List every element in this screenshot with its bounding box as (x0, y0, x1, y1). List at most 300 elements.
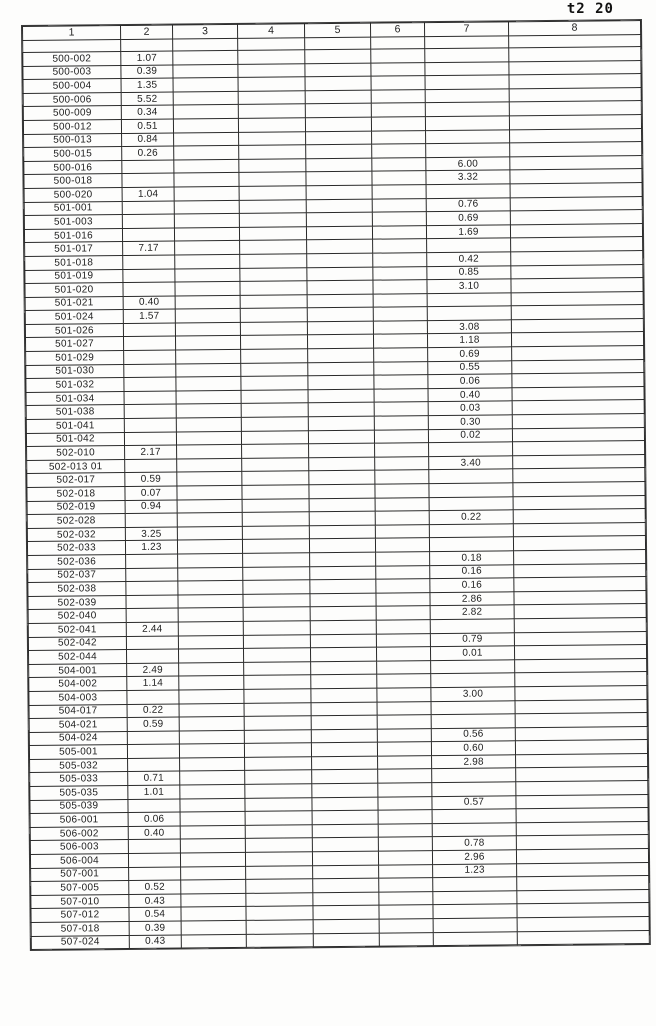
row-empty-cell (180, 839, 245, 853)
row-empty-cell (378, 769, 432, 783)
row-col2-value-cell: 2.44 (126, 622, 178, 636)
page-number-label: t2 20 (566, 1, 614, 17)
row-empty-cell (374, 375, 428, 389)
row-col7-value-cell: 1.23 (433, 863, 517, 877)
row-col7-value-cell (431, 660, 515, 674)
row-empty-cell (241, 362, 308, 376)
row-empty-cell (245, 797, 312, 811)
row-empty-cell (242, 471, 309, 485)
row-code-cell: 500-002 (23, 52, 121, 67)
row-code-cell: 501-034 (26, 391, 124, 406)
row-col7-value-cell: 0.69 (426, 211, 510, 225)
row-code-cell: 502-033 (27, 541, 125, 556)
column-header-4: 4 (237, 24, 304, 39)
row-empty-cell (312, 851, 378, 865)
row-empty-cell (312, 783, 378, 797)
row-code-cell: 501-020 (25, 283, 123, 298)
row-empty-cell (239, 172, 306, 186)
row-col7-value-cell (427, 306, 511, 320)
row-empty-cell (242, 458, 309, 472)
row-code-cell: 506-001 (30, 813, 128, 828)
row-col7-value-cell (427, 293, 511, 307)
row-empty-cell (310, 579, 376, 593)
row-col2-value-cell (123, 337, 175, 351)
row-empty-cell (373, 266, 427, 280)
row-empty-cell (512, 427, 644, 442)
row-code-cell: 502-042 (28, 636, 126, 651)
row-col2-value-cell: 0.43 (129, 935, 181, 949)
row-empty-cell (371, 89, 425, 103)
row-code-cell: 502-041 (28, 622, 126, 637)
row-code-cell: 507-012 (31, 908, 129, 923)
row-empty-cell (245, 838, 312, 852)
row-col7-value-cell (425, 89, 509, 103)
row-empty-cell (178, 594, 243, 608)
row-empty-cell (175, 322, 240, 336)
row-col7-value-cell: 0.60 (431, 741, 515, 755)
row-empty-cell (307, 335, 373, 349)
row-empty-cell (177, 485, 242, 499)
row-empty-cell (515, 699, 647, 714)
row-empty-cell (176, 417, 241, 431)
row-empty-cell (181, 880, 246, 894)
row-empty-cell (378, 823, 432, 837)
row-col7-value-cell: 3.40 (429, 456, 513, 470)
row-col7-value-cell: 0.69 (428, 347, 512, 361)
row-col7-value-cell: 0.56 (431, 727, 515, 741)
row-empty-cell (377, 715, 431, 729)
row-col2-value-cell (126, 595, 178, 609)
row-empty-cell (373, 307, 427, 321)
row-empty-cell (174, 227, 239, 241)
row-col7-value-cell: 3.32 (426, 170, 510, 184)
row-empty-cell (509, 60, 641, 75)
row-empty-cell (307, 321, 373, 335)
row-code-cell: 500-013 (24, 133, 122, 148)
row-col7-value-cell: 3.00 (431, 687, 515, 701)
row-col2-value-cell (129, 867, 181, 881)
row-empty-cell (238, 63, 305, 77)
row-empty-cell (510, 196, 642, 211)
row-code-cell: 501-017 (25, 242, 123, 257)
row-col2-value-cell (124, 404, 176, 418)
row-empty-cell (245, 825, 312, 839)
row-col2-value-cell: 1.04 (122, 187, 174, 201)
row-code-cell: 507-018 (31, 922, 129, 937)
row-empty-cell (371, 76, 425, 90)
row-empty-cell (309, 539, 375, 553)
row-code-cell: 500-012 (23, 120, 121, 135)
row-empty-cell (510, 155, 642, 170)
row-empty-cell (517, 930, 649, 945)
data-table (22, 20, 650, 950)
row-col2-value-cell: 0.51 (121, 119, 173, 133)
row-code-cell: 505-033 (30, 772, 128, 787)
row-empty-cell (173, 105, 238, 119)
row-empty-cell (312, 810, 378, 824)
row-empty-cell (240, 267, 307, 281)
row-empty-cell (375, 538, 429, 552)
row-col2-value-cell: 5.52 (121, 92, 173, 106)
row-col2-value-cell (128, 799, 180, 813)
row-empty-cell (374, 388, 428, 402)
row-empty-cell (305, 49, 371, 63)
row-code-cell: 505-001 (29, 745, 127, 760)
row-empty-cell (179, 703, 244, 717)
row-col2-value-cell (122, 160, 174, 174)
row-col2-value-cell: 0.94 (125, 500, 177, 514)
column-header-6: 6 (370, 23, 424, 38)
row-col2-value-cell: 0.34 (121, 105, 173, 119)
row-empty-cell (374, 429, 428, 443)
row-empty-cell (174, 200, 239, 214)
row-empty-cell (309, 511, 375, 525)
row-code-cell: 501-029 (26, 351, 124, 366)
row-col2-value-cell: 1.57 (123, 309, 175, 323)
row-empty-cell (244, 661, 311, 675)
row-empty-cell (312, 824, 378, 838)
row-code-cell: 504-003 (29, 690, 127, 705)
row-col2-value-cell: 0.59 (125, 472, 177, 486)
row-col7-value-cell: 0.40 (428, 388, 512, 402)
row-empty-cell (310, 593, 376, 607)
row-empty-cell (239, 159, 306, 173)
row-empty-cell (515, 658, 647, 673)
row-empty-cell (178, 621, 243, 635)
row-empty-cell (242, 498, 309, 512)
row-empty-cell (246, 893, 313, 907)
row-empty-cell (181, 907, 246, 921)
row-empty-cell (173, 91, 238, 105)
row-empty-cell (313, 906, 379, 920)
row-empty-cell (244, 675, 311, 689)
row-empty-cell (310, 620, 376, 634)
row-code-cell: 501-019 (25, 269, 123, 284)
row-empty-cell (376, 592, 430, 606)
row-empty-cell (372, 144, 426, 158)
row-empty-cell (242, 485, 309, 499)
row-empty-cell (240, 322, 307, 336)
row-empty-cell (309, 457, 375, 471)
row-empty-cell (175, 309, 240, 323)
row-empty-cell (311, 715, 377, 729)
row-empty-cell (373, 253, 427, 267)
row-empty-cell (517, 889, 649, 904)
row-col2-value-cell: 0.07 (125, 486, 177, 500)
row-col7-value-cell: 1.18 (427, 333, 511, 347)
row-empty-cell (377, 728, 431, 742)
row-empty-cell (176, 377, 241, 391)
row-col7-value-cell (432, 823, 516, 837)
row-empty-cell (512, 386, 644, 401)
row-col7-value-cell: 0.76 (426, 197, 510, 211)
row-col7-value-cell (426, 143, 510, 157)
row-empty-cell (176, 363, 241, 377)
row-empty-cell (309, 498, 375, 512)
row-col7-value-cell (427, 238, 511, 252)
row-code-cell: 501-032 (26, 378, 124, 393)
row-empty-cell (180, 852, 245, 866)
row-empty-cell (311, 702, 377, 716)
row-empty-cell (245, 770, 312, 784)
row-empty-cell (516, 794, 648, 809)
row-empty-cell (372, 225, 426, 239)
row-col7-value-cell (426, 129, 510, 143)
row-col2-value-cell: 0.22 (127, 704, 179, 718)
row-col7-value-cell: 2.82 (430, 605, 514, 619)
row-code-cell: 501-030 (26, 364, 124, 379)
row-empty-cell (246, 920, 313, 934)
row-empty-cell (243, 648, 310, 662)
row-empty-cell (373, 293, 427, 307)
row-col2-value-cell: 0.84 (122, 133, 174, 147)
row-col2-value-cell: 0.40 (123, 296, 175, 310)
row-empty-cell (175, 282, 240, 296)
row-code-cell: 500-003 (23, 65, 121, 80)
row-col2-value-cell (126, 636, 178, 650)
row-empty-cell (181, 893, 246, 907)
scanned-table-container (22, 20, 649, 950)
row-code-cell: 507-024 (31, 935, 129, 950)
row-col7-value-cell (430, 619, 514, 633)
row-empty-cell (373, 239, 427, 253)
row-col2-value-cell (123, 282, 175, 296)
row-empty-cell (175, 295, 240, 309)
row-empty-cell (311, 674, 377, 688)
row-empty-cell (375, 511, 429, 525)
row-col7-value-cell (425, 116, 509, 130)
row-empty-cell (175, 268, 240, 282)
row-code-cell: 504-017 (29, 704, 127, 719)
row-empty-cell (509, 87, 641, 102)
row-empty-cell (379, 891, 433, 905)
row-empty-cell (379, 932, 433, 946)
row-empty-cell (377, 742, 431, 756)
row-empty-cell (180, 825, 245, 839)
row-empty-cell (308, 403, 374, 417)
row-empty-cell (179, 676, 244, 690)
row-col7-value-cell (431, 714, 515, 728)
row-col2-value-cell: 2.49 (127, 663, 179, 677)
row-empty-cell (514, 604, 646, 619)
row-empty-cell (311, 661, 377, 675)
row-empty-cell (310, 606, 376, 620)
row-empty-cell (512, 400, 644, 415)
row-empty-cell (372, 185, 426, 199)
row-empty-cell (516, 821, 648, 836)
row-empty-cell (376, 606, 430, 620)
row-col7-value-cell: 0.78 (432, 836, 516, 850)
row-code-cell: 506-004 (30, 854, 128, 869)
row-empty-cell (375, 456, 429, 470)
row-empty-cell (311, 688, 377, 702)
row-empty-cell (377, 688, 431, 702)
row-code-cell: 502-040 (28, 609, 126, 624)
row-empty-cell (174, 159, 239, 173)
row-empty-cell (305, 63, 371, 77)
row-empty-cell (244, 716, 311, 730)
row-empty-cell (307, 294, 373, 308)
row-empty-cell (307, 239, 373, 253)
row-empty-cell (306, 199, 372, 213)
row-empty-cell (175, 241, 240, 255)
row-code-cell: 501-026 (25, 323, 123, 338)
row-empty-cell (515, 713, 647, 728)
row-col7-value-cell (429, 442, 513, 456)
row-empty-cell (373, 320, 427, 334)
row-col7-value-cell (426, 184, 510, 198)
row-code-cell: 504-024 (29, 731, 127, 746)
row-empty-cell (371, 103, 425, 117)
row-empty-cell (378, 783, 432, 797)
row-empty-cell (178, 553, 243, 567)
row-col2-value-cell (127, 744, 179, 758)
row-col7-value-cell (429, 524, 513, 538)
row-col2-value-cell: 2.17 (125, 445, 177, 459)
row-empty-cell (513, 495, 645, 510)
row-empty-cell (178, 567, 243, 581)
row-empty-cell (239, 199, 306, 213)
row-empty-cell (180, 784, 245, 798)
row-col7-value-cell: 0.57 (432, 795, 516, 809)
row-empty-cell (373, 280, 427, 294)
row-empty-cell (516, 781, 648, 796)
row-empty-cell (511, 305, 643, 320)
row-col7-value-cell: 2.86 (430, 592, 514, 606)
row-col7-value-cell: 0.22 (429, 510, 513, 524)
row-col7-value-cell: 3.10 (427, 279, 511, 293)
row-col7-value-cell: 0.16 (430, 564, 514, 578)
row-empty-cell (305, 76, 371, 90)
row-col2-value-cell (123, 269, 175, 283)
row-col2-value-cell: 0.71 (128, 771, 180, 785)
row-empty-cell (376, 633, 430, 647)
row-empty-cell (307, 253, 373, 267)
row-empty-cell (371, 49, 425, 63)
row-empty-cell (516, 753, 648, 768)
row-col7-value-cell: 2.98 (432, 755, 516, 769)
row-empty-cell (309, 471, 375, 485)
row-empty-cell (514, 577, 646, 592)
row-empty-cell (513, 468, 645, 483)
row-empty-cell (240, 308, 307, 322)
row-empty-cell (517, 876, 649, 891)
row-col2-value-cell (127, 690, 179, 704)
row-col7-value-cell: 0.03 (428, 401, 512, 415)
row-code-cell: 506-003 (30, 840, 128, 855)
row-col2-value-cell: 0.39 (129, 921, 181, 935)
row-empty-cell (177, 526, 242, 540)
row-empty-cell (509, 101, 641, 116)
row-empty-cell (174, 214, 239, 228)
row-empty-cell (180, 798, 245, 812)
row-empty-cell (179, 744, 244, 758)
row-empty-cell (371, 62, 425, 76)
row-empty-cell (374, 416, 428, 430)
row-col2-value-cell (122, 228, 174, 242)
row-empty-cell (306, 185, 372, 199)
row-empty-cell (511, 291, 643, 306)
row-empty-cell (179, 662, 244, 676)
row-col7-value-cell: 3.08 (427, 320, 511, 334)
row-empty-cell (239, 131, 306, 145)
row-empty-cell (513, 454, 645, 469)
row-empty-cell (306, 212, 372, 226)
row-empty-cell (179, 730, 244, 744)
row-col7-value-cell (425, 75, 509, 89)
row-col2-value-cell: 0.54 (129, 907, 181, 921)
row-empty-cell (242, 539, 309, 553)
row-empty-cell (378, 837, 432, 851)
row-empty-cell (242, 512, 309, 526)
row-empty-cell (378, 851, 432, 865)
row-empty-cell (375, 524, 429, 538)
row-empty-cell (312, 797, 378, 811)
row-empty-cell (174, 173, 239, 187)
row-code-cell: 502-036 (28, 554, 126, 569)
row-empty-cell (372, 198, 426, 212)
row-col7-value-cell: 6.00 (426, 157, 510, 171)
row-empty-cell (244, 729, 311, 743)
row-col2-value-cell: 0.26 (122, 146, 174, 160)
row-col2-value-cell (124, 350, 176, 364)
row-empty-cell (305, 90, 371, 104)
row-empty-cell (512, 373, 644, 388)
row-empty-cell (375, 443, 429, 457)
row-empty-cell (516, 808, 648, 823)
column-header-8: 8 (508, 21, 640, 36)
row-empty-cell (516, 835, 648, 850)
row-empty-cell (372, 171, 426, 185)
row-empty-cell (238, 77, 305, 91)
row-empty-cell (244, 689, 311, 703)
row-col2-value-cell: 3.25 (125, 527, 177, 541)
row-empty-cell (243, 580, 310, 594)
row-empty-cell (514, 550, 646, 565)
row-empty-cell (176, 390, 241, 404)
row-empty-cell (241, 403, 308, 417)
row-col7-value-cell (429, 537, 513, 551)
row-empty-cell (309, 443, 375, 457)
row-col2-value-cell (124, 432, 176, 446)
row-col7-value-cell: 0.79 (430, 632, 514, 646)
row-col7-value-cell (433, 904, 517, 918)
row-empty-cell (510, 210, 642, 225)
row-empty-cell (376, 552, 430, 566)
row-empty-cell (238, 91, 305, 105)
column-header-1: 1 (23, 26, 121, 41)
row-empty-cell (513, 441, 645, 456)
row-code-cell: 501-027 (25, 337, 123, 352)
row-empty-cell (306, 144, 372, 158)
row-col2-value-cell (122, 173, 174, 187)
row-empty-cell (180, 757, 245, 771)
row-empty-cell (308, 430, 374, 444)
row-col7-value-cell (432, 809, 516, 823)
row-col7-value-cell: 2.96 (432, 850, 516, 864)
row-empty-cell (372, 157, 426, 171)
row-empty-cell (511, 237, 643, 252)
row-empty-cell (509, 74, 641, 89)
row-empty-cell (312, 838, 378, 852)
row-col7-value-cell (425, 102, 509, 116)
row-empty-cell (511, 264, 643, 279)
table-body (23, 35, 650, 950)
row-empty-cell (240, 335, 307, 349)
row-col7-value-cell: 0.06 (428, 374, 512, 388)
row-col2-value-cell (126, 554, 178, 568)
row-empty-cell (243, 607, 310, 621)
